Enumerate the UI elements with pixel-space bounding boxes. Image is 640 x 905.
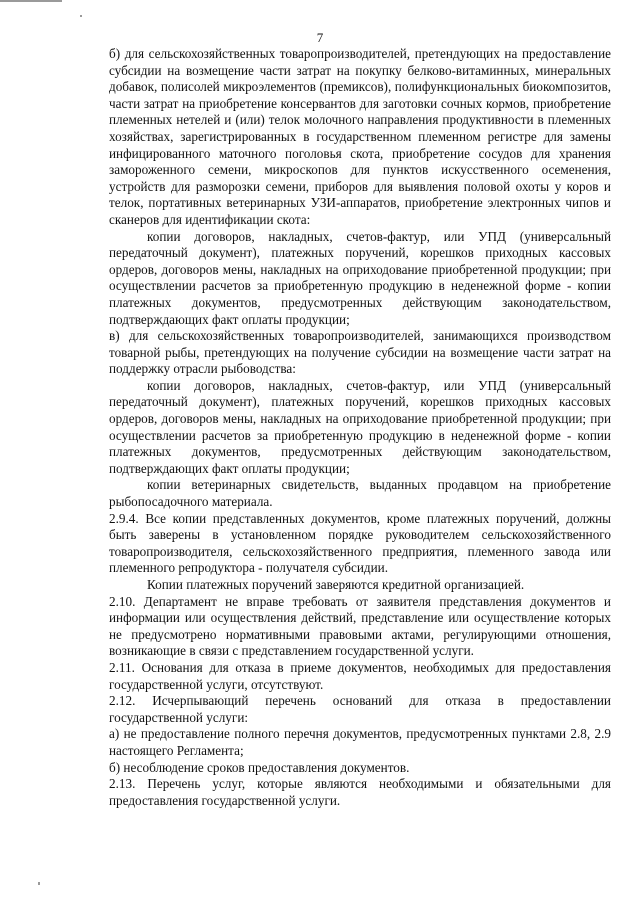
scan-artifact-dot (80, 15, 82, 17)
page-number: 7 (316, 30, 324, 45)
paragraph-vet-certificates: копии ветеринарных свидетельств, выданных продавцом на приобретение рыбопосадочного материала. (109, 477, 611, 510)
paragraph-documents-list-1: копии договоров, накладных, счетов-фактур, или УПД (универсальный передаточный документ), платежных поручений, корешков приходных кассовых ордеров, договоров мены, накладных на оприходование приобретенной продукции; при осуществлении расчетов за приобретенную продукцию в неденежной форме - копии платежных документов, предусмотренных действующим законодательством, подтверждающих факт оплаты продукции; (109, 228, 611, 327)
paragraph-payment-orders: Копии платежных поручений заверяются кредитной организацией. (147, 577, 525, 592)
paragraph-2-12: 2.12. Исчерпывающий перечень оснований для отказа в предоставлении государственной услуги: (109, 693, 611, 725)
scan-artifact-left (38, 882, 40, 885)
paragraph-2-12-b: б) несоблюдение сроков предоставления документов. (109, 759, 410, 775)
paragraph-documents-list-2: копии договоров, накладных, счетов-фактур, или УПД (универсальный передаточный документ), платежных поручений, корешков приходных кассовых ордеров, договоров мены, накладных на оприходование приобретенной продукции; при осуществлении расчетов за приобретенную продукцию в неденежной форме - копии платежных документов, предусмотренных действующим законодательством, подтверждающих факт оплаты продукции; (109, 377, 611, 476)
paragraph-b-livestock: б) для сельскохозяйственных товаропроизводителей, претендующих на предоставление субсидии на возмещение части затрат на покупку белково-витаминных, минеральных добавок, полисолей микроэлементов (премиксов), полифункциональных биокомпозитов, части затрат на приобретение консервантов для заготовки сочных кормов, приобретение племенных нетелей и (или) телок молочного направления продуктивности в племенных хозяйствах, зарегистрированных в государственном племенном регистре для замены инфицированного маточного поголовья скота, приобретение сосудов для хранения замороженного семени, микроскопов для пунктов искусственного осеменения, устройств для разморозки семени, приборов для выявления половой охоты у коров и телок, портативных ветеринарных УЗИ-аппаратов, приобретение электронных чипов и сканеров для идентификации скота: (109, 46, 611, 227)
paragraph-2-9-4: 2.9.4. Все копии представленных документов, кроме платежных поручений, должны быть заверены в установленном порядке руководителем сельскохозяйственного товаропроизводителя, сельскохозяйственного предприятия, племенного завода или племенного репродуктора - получателя субсидии. (109, 510, 611, 576)
document-body (109, 46, 611, 809)
paragraph-2-10: 2.10. Департамент не вправе требовать от заявителя представления документов и информации или осуществления действий, представление или осуществление которых не предусмотрено нормативными правовыми актами, регулирующими отношения, возникающие в связи с представлением государственной услуги. (109, 593, 611, 659)
scan-artifact-top (0, 0, 62, 2)
paragraph-v-fish: в) для сельскохозяйственных товаропроизводителей, занимающихся производством товарной рыбы, претендующих на получение субсидии на возмещение части затрат на поддержку отрасли рыбоводства: (109, 328, 611, 377)
paragraph-2-11: 2.11. Основания для отказа в приеме документов, необходимых для предоставления государственной услуги, отсутствуют. (109, 659, 611, 692)
paragraph-2-12-a: а) не предоставление полного перечня документов, предусмотренных пунктами 2.8, 2.9 настоящего Регламента; (109, 726, 611, 758)
paragraph-2-13: 2.13. Перечень услуг, которые являются необходимыми и обязательными для предоставления государственной услуги. (109, 776, 611, 808)
